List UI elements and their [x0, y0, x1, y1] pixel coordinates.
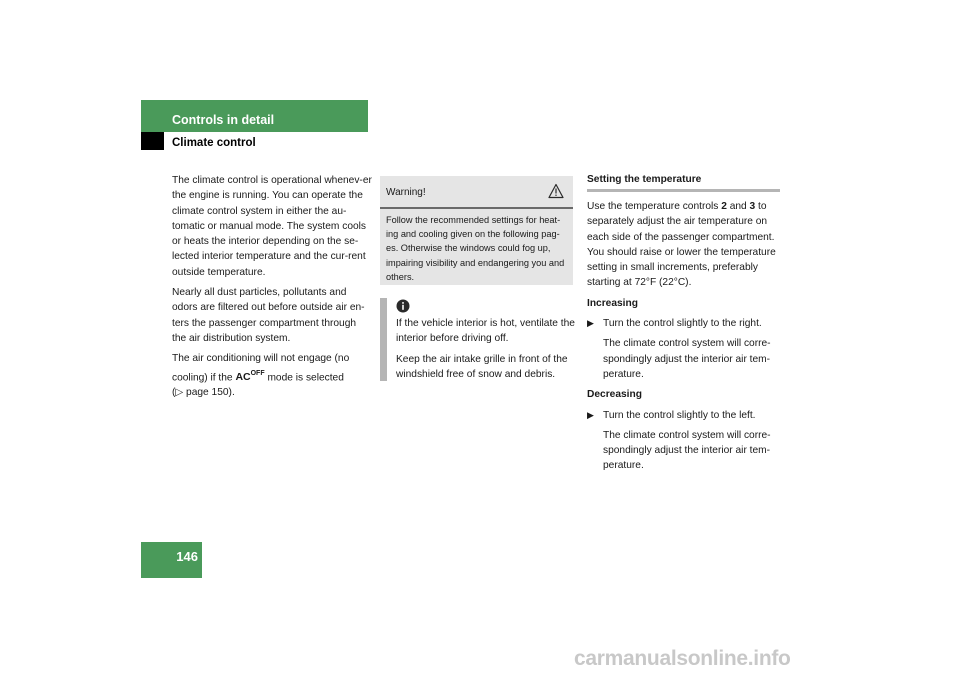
- step-arrow-icon: ▶: [587, 409, 594, 420]
- left-column: [172, 173, 372, 406]
- watermark: carmanualsonline.info: [574, 647, 791, 670]
- intro-text-a: Use the temperature controls: [587, 201, 722, 212]
- temperature-intro: [587, 199, 787, 291]
- heading-underline: [587, 189, 780, 192]
- increasing-result: The climate control system will corre-spondingly adjust the interior air tem-perature.: [603, 338, 771, 380]
- info-bar: [380, 298, 387, 381]
- section-title: Climate control: [172, 137, 256, 149]
- warning-triangle-icon: [548, 183, 564, 199]
- control-number-2: 2: [721, 201, 727, 212]
- control-number-3: 3: [749, 201, 756, 212]
- ac-off-symbol: [235, 371, 264, 383]
- decreasing-step-text: Turn the control slightly to the left.: [603, 409, 756, 421]
- filter-paragraph: Nearly all dust particles, pollutants and odors are filtered out before outside air en-ters the passenger compartment through the air distribution system.: [172, 287, 365, 344]
- increasing-step: [587, 316, 787, 331]
- info-paragraph-1: If the vehicle interior is hot, ventilate the interior before driving off.: [396, 318, 575, 345]
- ac-text-before: The air conditioning will not engage (no cooling) if the: [172, 353, 350, 384]
- info-text: [396, 316, 576, 387]
- intro-paragraph: The climate control is operational whenev-er the engine is running. You can operate the climate control system in either the au-tomatic or manual mode. The system cools or heats the interior depending on the se-lected interior temperature and the cur-rent outside temperature.: [172, 175, 372, 278]
- page-reference[interactable]: (▷ page 150).: [172, 387, 235, 399]
- right-column: [587, 199, 787, 479]
- ac-symbol-off: OFF: [250, 369, 265, 377]
- warning-divider: [380, 207, 573, 209]
- ac-paragraph: [172, 351, 372, 400]
- temperature-heading: Setting the temperature: [587, 174, 702, 185]
- decreasing-step: [587, 408, 787, 423]
- warning-text: Follow the recommended settings for heat-ing and cooling given on the following pag-es. Otherwise the windows could fog up, impairing visibility and endangering you and others.: [386, 215, 565, 282]
- decreasing-result: The climate control system will corre-spondingly adjust the interior air tem-perature.: [603, 429, 771, 472]
- intro-text-b: and: [726, 201, 750, 212]
- info-paragraph-2: Keep the air intake grille in front of the windshield free of snow and debris.: [396, 353, 568, 380]
- intro-text-c: to separately adjust the air temperature on each side of the passenger compartment. You should raise or lower the temperature setting in small increments, preferably starting at 72°F (22°C).: [587, 201, 776, 289]
- chapter-title: Controls in detail: [172, 113, 275, 127]
- section-tab: [141, 132, 164, 150]
- info-circle-icon: [396, 299, 410, 313]
- page-number: 146: [176, 549, 198, 564]
- decreasing-title: Decreasing: [587, 389, 642, 401]
- increasing-step-text: Turn the control slightly to the right.: [603, 318, 762, 330]
- step-arrow-icon: ▶: [587, 318, 594, 329]
- ac-symbol-main: AC: [235, 371, 251, 384]
- ac-text-after: mode is selected: [264, 372, 344, 384]
- warning-title: Warning!: [386, 187, 426, 198]
- increasing-title: Increasing: [587, 297, 638, 309]
